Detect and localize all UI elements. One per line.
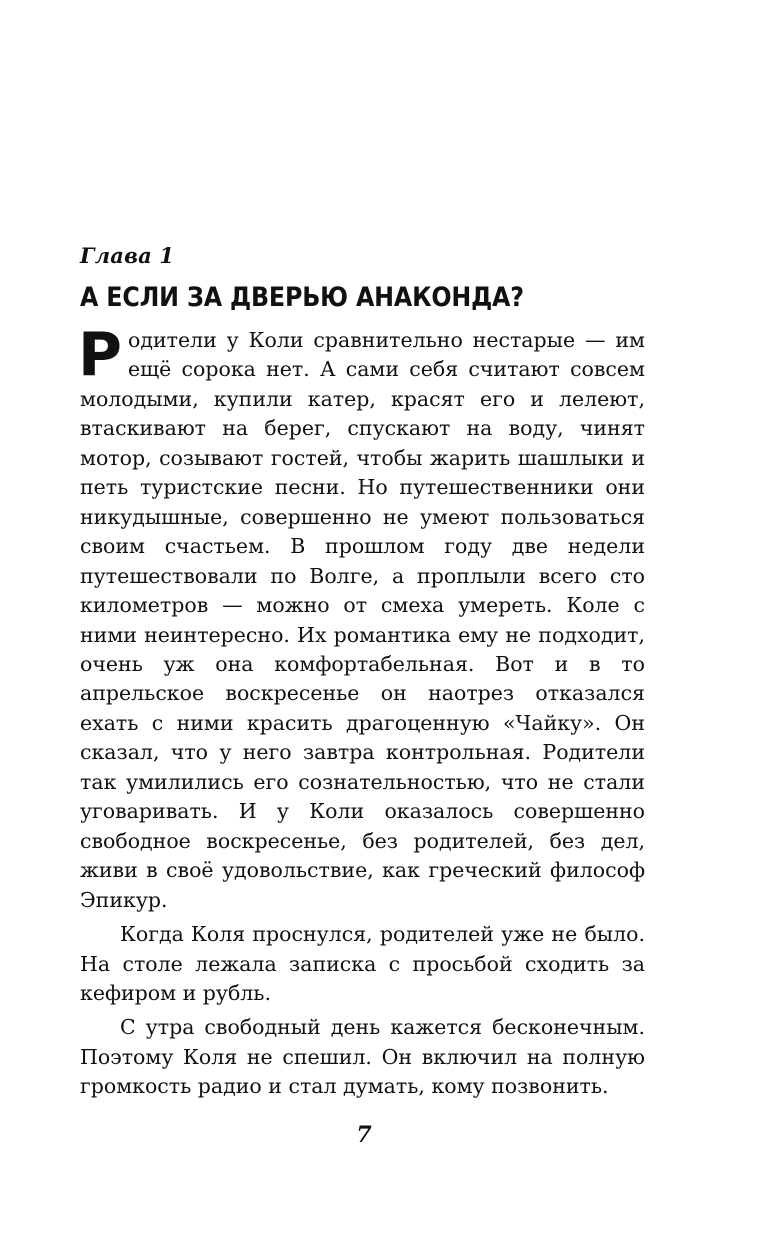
paragraph-1-text: одители у Коли сравнительно нестарые — им ещё сорока нет. А сами себя считают совсем молодыми, купили катер, красят его и лелеют, втаскивают на берег, спускают на воду, чинят мотор, созывают гостей, чтобы жарить шашлыки и петь туристские песни. Но путешественники они никудышные, совершенно не умеют пользоваться своим счастьем. В прошлом году две недели путешествовали по Волге, а проплыли всего сто километров — можно от смеха умереть. Коле с ними неинтересно. Их романтика ему не подходит, очень уж она комфортабельная. Вот и в то апрельское воскресенье он наотрез отказался ехать с ними красить драгоценную «Чайку». Он сказал, что у него завтра контрольная. Родители так умилились его сознательностью, что не стали уговаривать. И у Коли оказалось совершенно свободное воскресенье, без родителей, без дел, живи в своё удовольствие, как греческий философ Эпикур.: [80, 328, 645, 912]
paragraph-1: [78, 320, 645, 915]
paragraph-2: Когда Коля проснулся, родителей уже не было. На столе лежала записка с просьбой сходить за кефиром и рубль.: [80, 922, 645, 1005]
paragraph-3: С утра свободный день кажется бесконечным. Поэтому Коля не спешил. Он включил на полную громкость радио и стал думать, кому позвонить.: [80, 1015, 645, 1099]
page-number: 7: [356, 1122, 372, 1148]
chapter-label: Глава 1: [80, 243, 175, 268]
drop-cap: Р: [78, 320, 122, 390]
chapter-title: А ЕСЛИ ЗА ДВЕРЬЮ АНАКОНДА?: [80, 282, 524, 313]
body-text: [78, 320, 645, 1102]
